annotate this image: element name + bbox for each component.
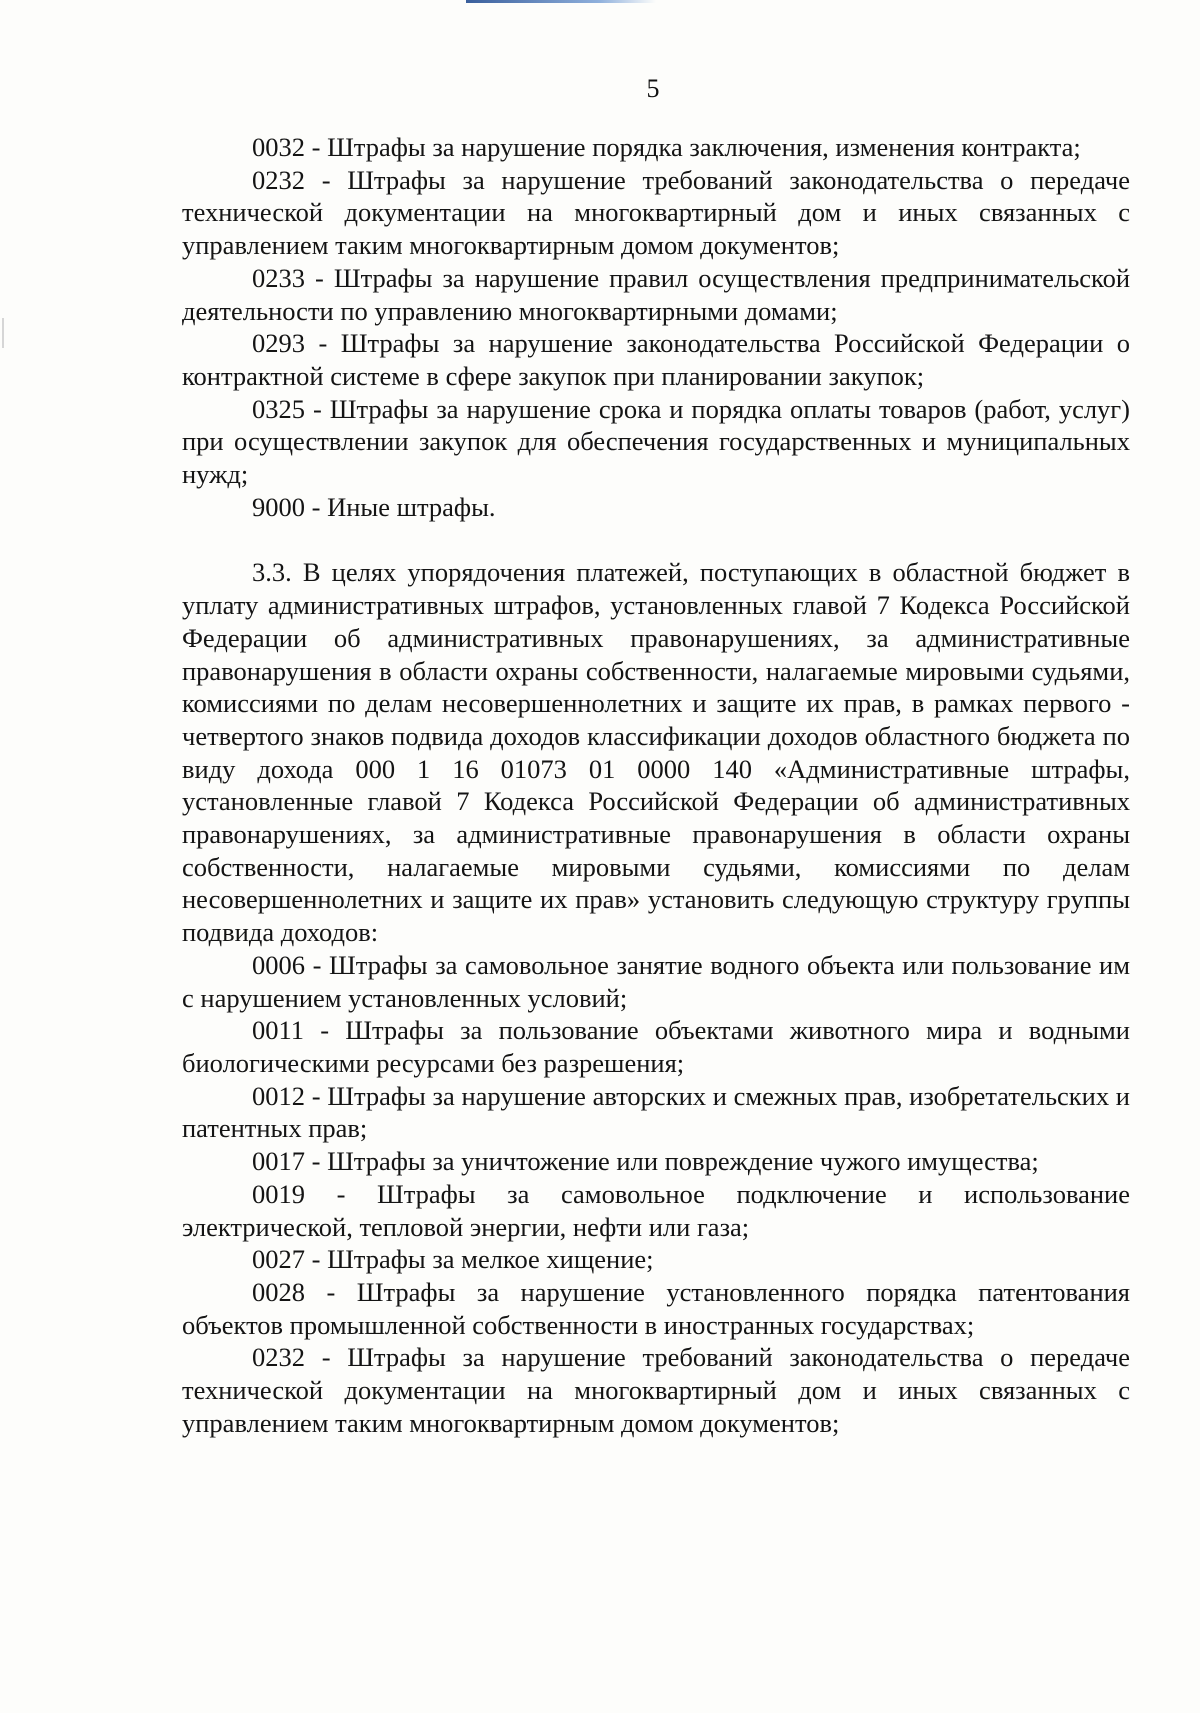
paragraph-code-0233: 0233 - Штрафы за нарушение правил осуществления предпринимательской деятельности по управлению многоквартирными домами; — [182, 262, 1130, 326]
paragraph-section-3-3: 3.3. В целях упорядочения платежей, поступающих в областной бюджет в уплату административных штрафов, установленных главой 7 Кодекса Российской Федерации об административных правонарушениях, за административные правонарушения в области охраны собственности, налагаемые мировыми судьями, комиссиями по делам несовершеннолетних и защите их прав, в рамках первого - четвертого знаков подвида доходов классификации доходов областного бюджета по виду дохода 000 1 16 01073 01 0000 140 «Административные штрафы, установленные главой 7 Кодекса Российской Федерации об административных правонарушениях, за административные правонарушения в области охраны собственности, налагаемые мировыми судьями, комиссиями по делам несовершеннолетних и защите их прав» установить следующую структуру группы подвида доходов: — [182, 557, 1130, 948]
paragraph-code-0012: 0012 - Штрафы за нарушение авторских и смежных прав, изобретательских и патентных прав; — [182, 1080, 1130, 1144]
scan-artifact — [466, 0, 656, 3]
paragraph-code-0017: 0017 - Штрафы за уничтожение или повреждение чужого имущества; — [252, 1146, 1039, 1177]
paragraph-code-9000: 9000 - Иные штрафы. — [252, 491, 496, 522]
paragraph-code-0232: 0232 - Штрафы за нарушение требований законодательства о передаче технической документации на многоквартирный дом и иных связанных с управлением таким многоквартирным домом документов; — [182, 164, 1130, 261]
paragraph-code-0325: 0325 - Штрафы за нарушение срока и порядка оплаты товаров (работ, услуг) при осуществлении закупок для обеспечения государственных и муниципальных нужд; — [182, 393, 1130, 490]
paragraph-code-0027: 0027 - Штрафы за мелкое хищение; — [252, 1244, 654, 1275]
paragraph-code-0019: 0019 - Штрафы за самовольное подключение и использование электрической, тепловой энергии, нефти или газа; — [182, 1178, 1130, 1242]
paragraph-code-0028: 0028 - Штрафы за нарушение установленного порядка патентования объектов промышленной собственности в иностранных государствах; — [182, 1276, 1130, 1340]
paragraph-code-0011: 0011 - Штрафы за пользование объектами животного мира и водными биологическими ресурсами без разрешения; — [182, 1015, 1130, 1078]
paragraph-code-0293: 0293 - Штрафы за нарушение законодательства Российской Федерации о контрактной системе в сфере закупок при планировании закупок; — [182, 328, 1130, 391]
page-number: 5 — [646, 74, 660, 103]
paragraph-code-0032: 0032 - Штрафы за нарушение порядка заключения, изменения контракта; — [252, 132, 1081, 162]
paragraph-code-0006: 0006 - Штрафы за самовольное занятие водного объекта или пользование им с нарушением установленных условий; — [182, 949, 1130, 1013]
document-body — [182, 131, 1130, 1439]
paragraph-code-0232-second: 0232 - Штрафы за нарушение требований законодательства о передаче технической документации на многоквартирный дом и иных связанных с управлением таким многоквартирным домом документов; — [182, 1342, 1130, 1438]
scan-edge-artifact — [2, 318, 4, 348]
